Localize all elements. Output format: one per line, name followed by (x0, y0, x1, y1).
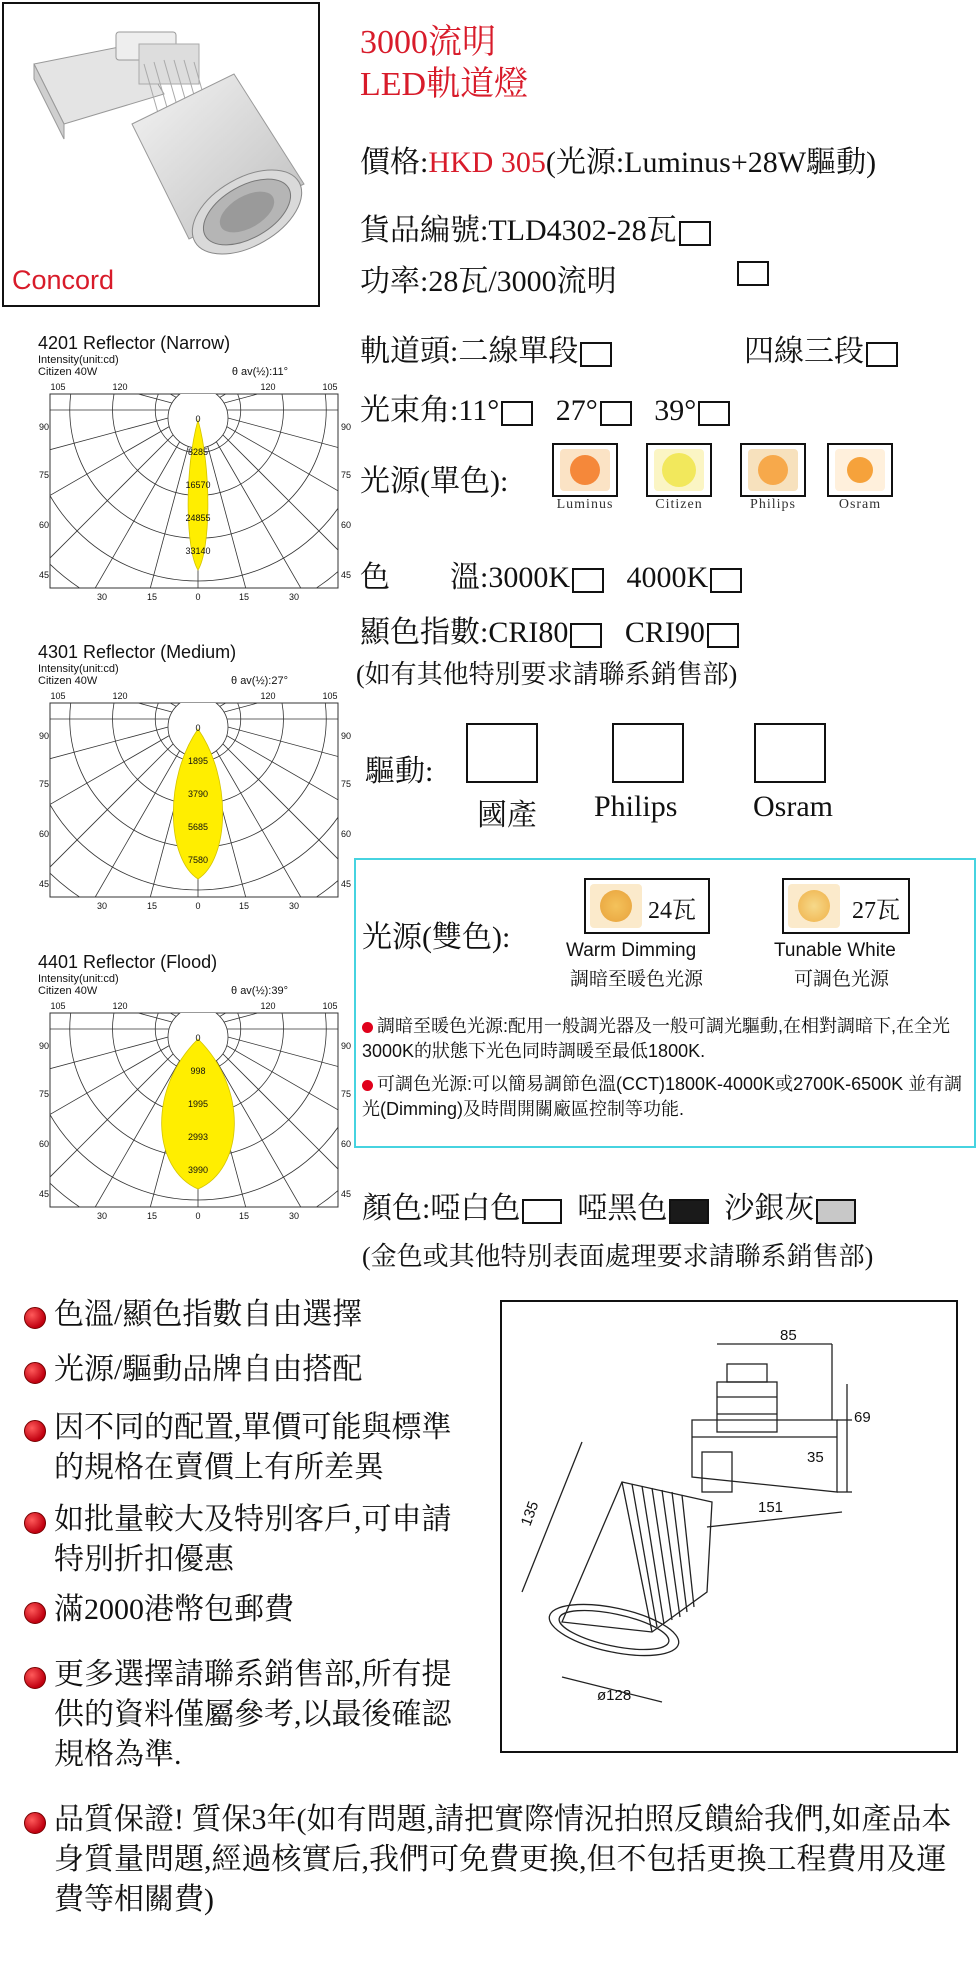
polar-bottom-tick: 15 (238, 592, 250, 602)
price-value: HKD 305 (428, 146, 546, 179)
polar-unit: Intensity(unit:cd) (38, 663, 119, 675)
polar-top-tick: 105 (50, 382, 66, 392)
polar-source: Citizen 40W (38, 985, 98, 997)
polar-chart-flood (38, 952, 358, 1242)
track-row (360, 326, 612, 370)
cri-90: CRI90 (624, 616, 705, 649)
tunable-chip-watt: 27瓦 (852, 898, 900, 924)
dim-128: ø128 (597, 1687, 632, 1704)
title-line2: LED軌道燈 (360, 66, 529, 103)
dual-color-panel (354, 858, 976, 1148)
feature-2: 光源/驅動品牌自由搭配 (54, 1353, 363, 1386)
polar-side-tick: 90 (38, 731, 50, 741)
polar-side-tick: 45 (38, 879, 50, 889)
color-white-checkbox[interactable] (522, 1199, 562, 1224)
polar-top-tick: 105 (322, 382, 338, 392)
tunable-chip-desc: 可調色光源 (794, 969, 890, 990)
beam-11-checkbox[interactable] (501, 401, 533, 426)
title-line1: 3000流明 (360, 24, 496, 61)
polar-title: 4401 Reflector (Flood) (38, 952, 218, 972)
chip-osram[interactable] (827, 443, 905, 513)
polar-side-tick: 75 (38, 470, 50, 480)
bullet-icon (24, 1602, 46, 1624)
track-opt1-label: 二線單段 (458, 335, 579, 368)
polar-bottom-tick: 15 (146, 901, 158, 911)
polar-ring-label: 0 (195, 1033, 201, 1043)
cri-label: 顯色指數: (360, 616, 489, 649)
polar-side-tick: 75 (38, 1089, 50, 1099)
beam-opt-27: 27° (555, 394, 598, 427)
feature-4: 如批量較大及特別客戶,可申請特別折扣優惠 (54, 1503, 452, 1576)
chip-citizen-dot (662, 453, 696, 487)
polar-ring-label: 3990 (187, 1165, 209, 1175)
chip-osram-label: Osram (838, 497, 882, 512)
feature-3: 因不同的配置,單價可能與標準的規格在賣價上有所差異 (54, 1411, 452, 1484)
polar-source: Citizen 40W (38, 366, 98, 378)
polar-side-tick: 90 (340, 422, 352, 432)
polar-top-tick: 120 (260, 1001, 276, 1011)
color-label: 顏色: (362, 1192, 431, 1225)
polar-side-tick: 45 (340, 1189, 352, 1199)
polar-bottom-tick: 30 (96, 1211, 108, 1221)
track-opt2-label: 四線三段 (744, 335, 864, 368)
chip-philips[interactable] (740, 443, 818, 513)
polar-ring-label: 0 (195, 723, 201, 733)
polar-side-tick: 90 (38, 422, 50, 432)
dual-note2-text: 可調色光源:可以簡易調節色溫(CCT)1800K-4000K或2700K-6500K 並有調光(Dimming)及時間開關廠區控制等功能. (362, 1074, 963, 1119)
chip-luminus[interactable] (552, 443, 630, 513)
cct-3000-checkbox[interactable] (572, 568, 604, 593)
polar-ring-label: 24855 (185, 513, 211, 523)
polar-top-tick: 105 (50, 691, 66, 701)
polar-bottom-tick: 0 (195, 901, 201, 911)
cri-row (360, 607, 739, 651)
warm-chip-desc: 調暗至暖色光源 (570, 969, 704, 990)
polar-bottom-tick: 30 (288, 592, 300, 602)
polar-title: 4301 Reflector (Medium) (38, 642, 237, 662)
dim-135: 135 (517, 1499, 543, 1529)
polar-side-tick: 60 (38, 829, 50, 839)
polar-bottom-tick: 15 (238, 901, 250, 911)
polar-ring-label: 2993 (187, 1132, 209, 1142)
driver-philips-label: Philips (594, 790, 678, 823)
dimension-diagram (500, 1300, 958, 1753)
dim-85: 85 (780, 1327, 797, 1344)
polar-ring-label: 0 (195, 414, 201, 424)
feature-1: 色溫/顯色指數自由選擇 (54, 1298, 363, 1331)
bullet-icon (24, 1812, 46, 1834)
red-dot-icon (362, 1022, 373, 1033)
polar-bottom-tick: 30 (96, 592, 108, 602)
polar-side-tick: 45 (340, 570, 352, 580)
color-note: (金色或其他特別表面處理要求請聯系銷售部) (362, 1242, 874, 1271)
source-mono-label: 光源(單色): (360, 465, 509, 498)
polar-side-tick: 90 (340, 1041, 352, 1051)
feature-6: 更多選擇請聯系銷售部,所有提供的資料僅屬參考,以最後確認規格為準. (54, 1658, 452, 1771)
polar-bottom-tick: 15 (238, 1211, 250, 1221)
chip-citizen[interactable] (646, 443, 724, 513)
driver-osram-checkbox[interactable] (754, 723, 826, 783)
polar-svg (38, 687, 358, 915)
code-checkbox[interactable] (679, 221, 711, 246)
code-value: TLD4302-28瓦 (488, 214, 677, 247)
polar-side-tick: 60 (340, 520, 352, 530)
color-white-label: 啞白色 (430, 1192, 521, 1225)
polar-beam: θ av(½):11° (231, 366, 288, 378)
polar-beam: θ av(½):27° (231, 675, 288, 687)
red-dot-icon (362, 1080, 373, 1091)
warm-chip-name: Warm Dimming (566, 940, 697, 961)
polar-top-tick: 120 (112, 1001, 128, 1011)
polar-source: Citizen 40W (38, 675, 98, 687)
polar-svg (38, 997, 358, 1225)
polar-top-tick: 120 (260, 691, 276, 701)
beam-39-checkbox[interactable] (698, 401, 730, 426)
track-opt1-checkbox[interactable] (580, 342, 612, 367)
tunable-chip-icon (798, 890, 830, 922)
warm-chip-icon (600, 890, 632, 922)
cct-row (360, 552, 742, 596)
color-row (362, 1183, 856, 1227)
beam-opt-39: 39° (654, 394, 697, 427)
polar-side-tick: 75 (340, 1089, 352, 1099)
power-value: 28瓦/3000流明 (428, 265, 617, 298)
warm-dimming-chip[interactable] (584, 878, 710, 934)
chip-luminus-dot (570, 455, 600, 485)
polar-bottom-tick: 30 (288, 901, 300, 911)
other-request-note: (如有其他特別要求請聯系銷售部) (356, 660, 738, 689)
track-opt2 (744, 326, 898, 370)
dual-note1-text: 調暗至暖色光源:配用一般調光器及一般可調光驅動,在相對調暗下,在全光3000K的狀態下光色同時調暖至最低1800K. (362, 1016, 950, 1061)
driver-label: 驅動: (365, 755, 434, 788)
chip-citizen-label: Citizen (655, 497, 703, 512)
polar-chart-narrow (38, 333, 358, 623)
bullet-icon (24, 1362, 46, 1384)
feature-5: 滿2000港幣包郵費 (54, 1593, 294, 1626)
color-silver-label: 沙銀灰 (724, 1192, 815, 1225)
color-silver-checkbox[interactable] (816, 1199, 856, 1224)
polar-unit: Intensity(unit:cd) (38, 354, 119, 366)
code-label: 貨品編號: (360, 214, 489, 247)
polar-side-tick: 60 (340, 1139, 352, 1149)
bullet-icon (24, 1307, 46, 1329)
polar-unit: Intensity(unit:cd) (38, 973, 119, 985)
polar-ring-label: 1895 (187, 756, 209, 766)
cct-4000-checkbox[interactable] (710, 568, 742, 593)
chip-luminus-label: Luminus (556, 497, 614, 512)
price-label: 價格: (360, 146, 429, 179)
chip-philips-label: Philips (750, 497, 796, 512)
polar-side-tick: 45 (38, 570, 50, 580)
polar-top-tick: 105 (50, 1001, 66, 1011)
driver-osram-label: Osram (753, 790, 833, 823)
polar-side-tick: 75 (340, 470, 352, 480)
polar-side-tick: 90 (340, 731, 352, 741)
dual-label: 光源(雙色): (362, 921, 511, 954)
product-title (360, 22, 528, 106)
cct-label: 色 溫: (360, 561, 489, 594)
track-light-illustration (4, 4, 318, 305)
track-opt2-checkbox[interactable] (866, 342, 898, 367)
driver-local-checkbox[interactable] (466, 723, 538, 783)
dim-35: 35 (807, 1449, 824, 1466)
product-photo (2, 2, 320, 307)
polar-ring-label: 16570 (185, 480, 211, 490)
bullet-icon (24, 1512, 46, 1534)
polar-bottom-tick: 0 (195, 1211, 201, 1221)
bullet-icon (24, 1420, 46, 1442)
polar-ring-label: 3790 (187, 789, 209, 799)
polar-ring-label: 998 (190, 1066, 206, 1076)
polar-bottom-tick: 15 (146, 592, 158, 602)
tunable-chip-name: Tunable White (774, 940, 896, 961)
polar-beam: θ av(½):39° (231, 985, 288, 997)
dimension-drawing (502, 1302, 956, 1751)
polar-ring-label: 7580 (187, 855, 209, 865)
color-black-checkbox[interactable] (669, 1199, 709, 1224)
cct-4000: 4000K (626, 561, 709, 594)
polar-ring-label: 33140 (185, 546, 211, 556)
dual-note2 (362, 1072, 968, 1122)
polar-ring-label: 5685 (187, 822, 209, 832)
price-row (360, 137, 876, 181)
brand-label: Concord (12, 265, 115, 295)
polar-svg (38, 378, 358, 606)
polar-side-tick: 60 (38, 520, 50, 530)
color-black-label: 啞黑色 (577, 1192, 668, 1225)
polar-top-tick: 105 (322, 691, 338, 701)
polar-bottom-tick: 30 (288, 1211, 300, 1221)
warm-chip-watt: 24瓦 (648, 898, 696, 924)
beam-27-checkbox[interactable] (600, 401, 632, 426)
polar-top-tick: 120 (260, 382, 276, 392)
dim-151: 151 (758, 1499, 784, 1516)
dim-69: 69 (854, 1409, 871, 1426)
price-note: (光源:Luminus+28W驅動) (545, 146, 877, 179)
cct-3000: 3000K (488, 561, 571, 594)
polar-side-tick: 45 (340, 879, 352, 889)
tunable-white-chip[interactable] (782, 878, 910, 934)
polar-side-tick: 75 (38, 779, 50, 789)
polar-ring-label: 8285 (187, 447, 209, 457)
polar-side-tick: 90 (38, 1041, 50, 1051)
beam-row (360, 385, 730, 429)
polar-bottom-tick: 15 (146, 1211, 158, 1221)
cri-90-checkbox[interactable] (707, 623, 739, 648)
driver-local-label: 國產 (477, 799, 537, 832)
bullet-icon (24, 1667, 46, 1689)
cri-80: CRI80 (488, 616, 569, 649)
polar-top-tick: 105 (322, 1001, 338, 1011)
polar-side-tick: 60 (38, 1139, 50, 1149)
polar-title: 4201 Reflector (Narrow) (38, 333, 231, 353)
code-row (360, 205, 711, 249)
chip-philips-dot (758, 455, 788, 485)
track-label: 軌道頭: (360, 335, 459, 368)
polar-bottom-tick: 0 (195, 592, 201, 602)
polar-side-tick: 45 (38, 1189, 50, 1199)
polar-side-tick: 75 (340, 779, 352, 789)
polar-side-tick: 60 (340, 829, 352, 839)
dual-note1 (362, 1014, 968, 1064)
cri-80-checkbox[interactable] (570, 623, 602, 648)
chip-osram-dot (847, 457, 873, 483)
power-label: 功率: (360, 265, 429, 298)
power-row (360, 256, 617, 300)
polar-bottom-tick: 30 (96, 901, 108, 911)
power-checkbox[interactable] (737, 261, 769, 286)
beam-label: 光束角: (360, 394, 459, 427)
beam-opt-11: 11° (458, 394, 500, 427)
polar-ring-label: 1995 (187, 1099, 209, 1109)
polar-top-tick: 120 (112, 382, 128, 392)
warranty-text: 品質保證! 質保3年(如有問題,請把實際情況拍照反饋給我們,如產品本身質量問題,經過核實后,我們可免費更換,但不包括更換工程費用及運費等相關費) (54, 1803, 952, 1916)
driver-philips-checkbox[interactable] (612, 723, 684, 783)
polar-top-tick: 120 (112, 691, 128, 701)
polar-chart-medium (38, 642, 358, 932)
